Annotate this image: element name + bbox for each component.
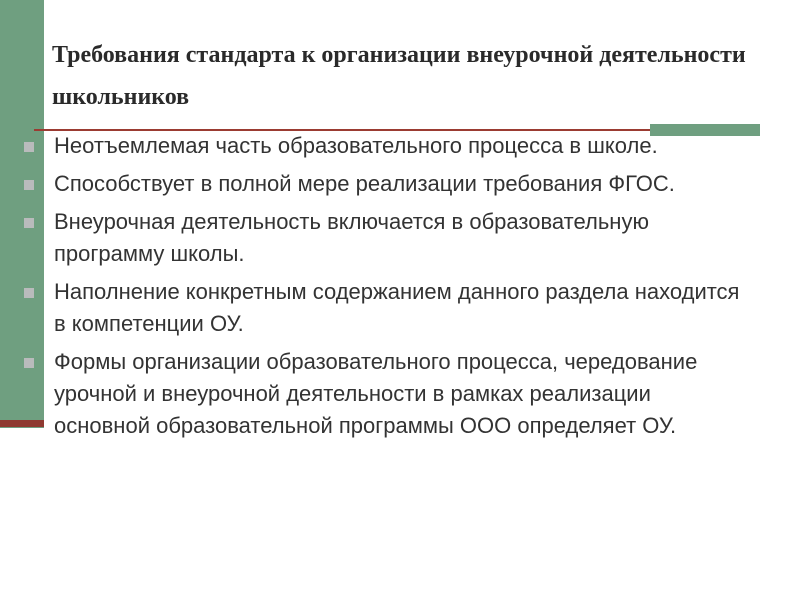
bullet-item [24,206,744,270]
bullet-text: Неотъемлемая часть образовательного процесса в школе. [54,133,658,158]
bullet-item [24,276,744,340]
square-bullet-icon [24,218,34,228]
bullet-item [24,130,744,162]
bullet-text: Наполнение конкретным содержанием данного раздела находится в компетенции ОУ. [54,279,740,336]
bullet-text: Формы организации образовательного процесса, чередование урочной и внеурочной деятельности в рамках реализации основной образовательной программы ООО определяет ОУ. [54,349,698,438]
square-bullet-icon [24,358,34,368]
bullet-text: Внеурочная деятельность включается в образовательную программу школы. [54,209,649,266]
slide-title: Требования стандарта к организации внеурочной деятельности школьников [52,42,746,110]
bullet-text: Способствует в полной мере реализации требования ФГОС. [54,171,675,196]
bullet-list [24,130,744,448]
square-bullet-icon [24,142,34,152]
square-bullet-icon [24,288,34,298]
bullet-item [24,346,744,442]
square-bullet-icon [24,180,34,190]
bullet-item [24,168,744,200]
